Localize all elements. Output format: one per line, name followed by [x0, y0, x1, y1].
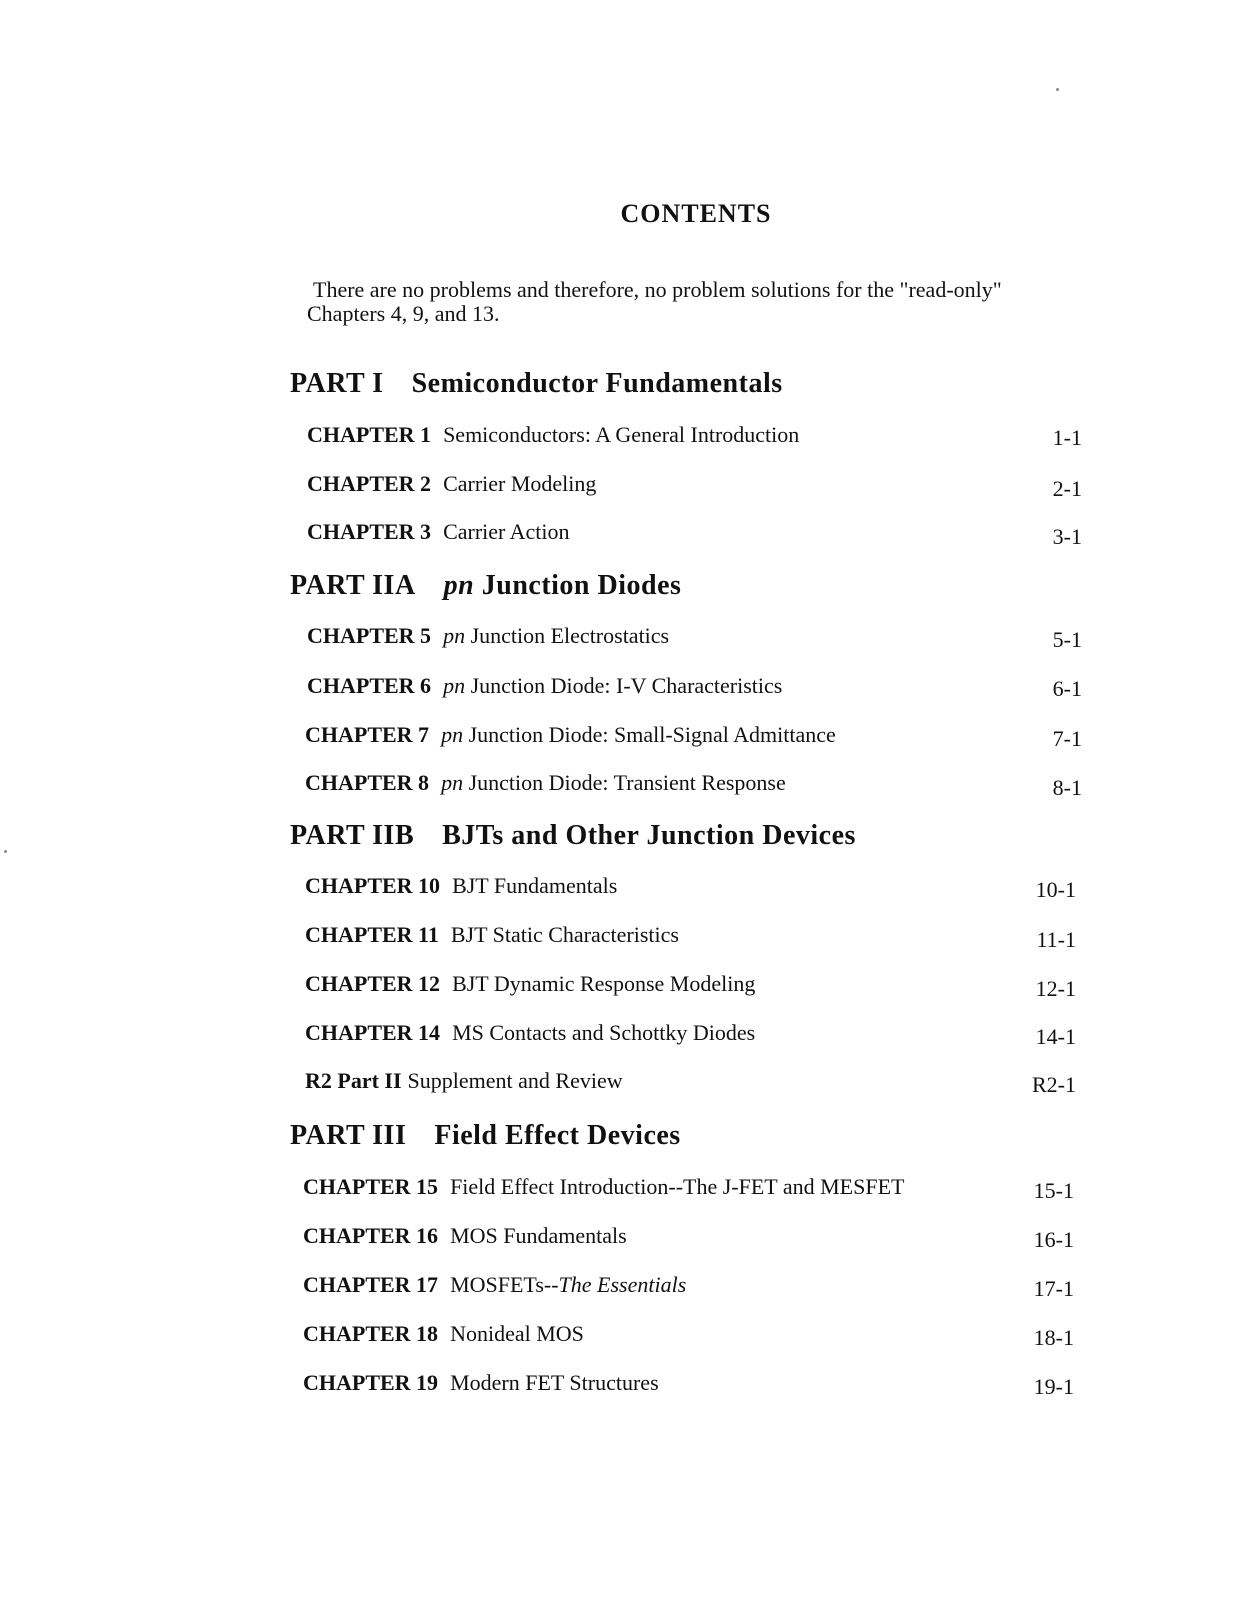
- chapter-number: CHAPTER 7: [305, 722, 430, 747]
- chapter-title: [443, 673, 782, 698]
- toc-entry[interactable]: [305, 1066, 623, 1096]
- chapter-number: CHAPTER 15: [303, 1174, 439, 1199]
- chapter-title-text: Junction Diode: Small-Signal Admittance: [468, 722, 836, 747]
- part-number: PART I: [290, 368, 384, 399]
- toc-entry[interactable]: [305, 920, 679, 950]
- chapter-number: CHAPTER 17: [303, 1272, 439, 1297]
- chapter-title-italic: The Essentials: [558, 1272, 687, 1297]
- part-heading: [290, 820, 856, 852]
- page-number: 11-1: [1036, 927, 1076, 952]
- chapter-title-italic: pn: [441, 722, 464, 747]
- part-title-italic: pn: [443, 570, 475, 601]
- intro-note: [307, 277, 1113, 326]
- chapter-title: Supplement and Review: [407, 1068, 623, 1093]
- chapter-title: Carrier Action: [443, 519, 570, 544]
- part-number: PART IIA: [290, 570, 416, 601]
- chapter-number: CHAPTER 11: [305, 922, 439, 947]
- page-number: 18-1: [1033, 1325, 1074, 1350]
- chapter-title: Modern FET Structures: [450, 1370, 659, 1395]
- chapter-title-italic: pn: [443, 673, 466, 698]
- toc-entry[interactable]: [305, 871, 617, 901]
- chapter-title: MS Contacts and Schottky Diodes: [452, 1020, 756, 1045]
- toc-entry[interactable]: [307, 517, 570, 547]
- chapter-number: CHAPTER 14: [305, 1020, 441, 1045]
- chapter-number: CHAPTER 5: [307, 623, 432, 648]
- intro-note-line-1: There are no problems and therefore, no problem solutions for the "read-only": [313, 277, 1002, 302]
- chapter-title: Semiconductors: A General Introduction: [443, 422, 800, 447]
- part-heading: [290, 570, 681, 602]
- scan-speck: [1056, 88, 1059, 91]
- page-number: 7-1: [1052, 726, 1082, 751]
- chapter-title: Nonideal MOS: [450, 1321, 584, 1346]
- chapter-number: CHAPTER 16: [303, 1223, 439, 1248]
- page-number: 3-1: [1052, 524, 1082, 549]
- chapter-title-text: Junction Diode: Transient Response: [468, 770, 786, 795]
- chapter-number: CHAPTER 8: [305, 770, 430, 795]
- page-number: 6-1: [1052, 676, 1082, 701]
- page-number: 14-1: [1035, 1024, 1076, 1049]
- chapter-title-italic: pn: [441, 770, 464, 795]
- toc-entry[interactable]: [303, 1319, 584, 1349]
- part-title-text: Junction Diodes: [481, 570, 682, 601]
- chapter-number: CHAPTER 2: [307, 471, 432, 496]
- chapter-title: [450, 1272, 686, 1297]
- chapter-title-text: Junction Electrostatics: [470, 623, 670, 648]
- toc-entry[interactable]: [303, 1270, 686, 1300]
- scan-speck: [4, 850, 7, 853]
- page-number: 1-1: [1052, 425, 1082, 450]
- chapter-title-text: MOSFETs--: [450, 1272, 559, 1297]
- chapter-number: CHAPTER 3: [307, 519, 432, 544]
- chapter-number: CHAPTER 10: [305, 873, 441, 898]
- page-number: 16-1: [1033, 1227, 1074, 1252]
- toc-entry[interactable]: [307, 420, 799, 450]
- part-title: [444, 570, 682, 602]
- part-heading: [290, 1120, 681, 1152]
- toc-entry[interactable]: [305, 1018, 755, 1048]
- part-title: [442, 820, 856, 852]
- chapter-title-text: Junction Diode: I-V Characteristics: [470, 673, 783, 698]
- toc-entry[interactable]: [307, 621, 669, 651]
- part-title: [434, 1120, 680, 1152]
- toc-entry[interactable]: [305, 969, 755, 999]
- toc-entry[interactable]: [303, 1368, 659, 1398]
- page-number: 15-1: [1033, 1178, 1074, 1203]
- page-number: 17-1: [1033, 1276, 1074, 1301]
- chapter-title: Carrier Modeling: [443, 471, 597, 496]
- toc-entry[interactable]: [305, 720, 836, 750]
- part-heading: [290, 368, 783, 400]
- toc-entry[interactable]: [303, 1221, 627, 1251]
- chapter-title-italic: pn: [443, 623, 466, 648]
- page-number: 12-1: [1035, 976, 1076, 1001]
- part-number: PART III: [290, 1120, 407, 1151]
- toc-entry[interactable]: [307, 671, 782, 701]
- intro-note-line-2: Chapters 4, 9, and 13.: [307, 301, 500, 326]
- chapter-number: CHAPTER 18: [303, 1321, 439, 1346]
- chapter-title: [441, 770, 786, 795]
- chapter-number: R2 Part II: [305, 1068, 402, 1093]
- part-title-text: BJTs and Other Junction Devices: [442, 820, 856, 851]
- page-title: CONTENTS: [620, 199, 772, 228]
- page-number: 8-1: [1052, 775, 1082, 800]
- page-number: R2-1: [1032, 1072, 1076, 1097]
- chapter-title: MOS Fundamentals: [450, 1223, 627, 1248]
- chapter-number: CHAPTER 6: [307, 673, 432, 698]
- chapter-title: BJT Fundamentals: [452, 873, 618, 898]
- part-title-text: Semiconductor Fundamentals: [411, 368, 783, 399]
- toc-entry[interactable]: [307, 469, 596, 499]
- toc-entry[interactable]: [305, 768, 786, 798]
- chapter-title: BJT Dynamic Response Modeling: [452, 971, 756, 996]
- toc-entry[interactable]: [303, 1172, 904, 1202]
- page-number: 10-1: [1035, 877, 1076, 902]
- chapter-title: [441, 722, 836, 747]
- chapter-title: [443, 623, 669, 648]
- part-title: [412, 368, 783, 400]
- page-number: 5-1: [1052, 627, 1082, 652]
- page-number: 2-1: [1052, 476, 1082, 501]
- chapter-number: CHAPTER 12: [305, 971, 441, 996]
- part-number: PART IIB: [290, 820, 415, 851]
- part-title-text: Field Effect Devices: [434, 1120, 681, 1151]
- chapter-number: CHAPTER 1: [307, 422, 432, 447]
- page-number: 19-1: [1033, 1374, 1074, 1399]
- chapter-title: Field Effect Introduction--The J-FET and MESFET: [450, 1174, 905, 1199]
- chapter-title: BJT Static Characteristics: [450, 922, 679, 947]
- chapter-number: CHAPTER 19: [303, 1370, 439, 1395]
